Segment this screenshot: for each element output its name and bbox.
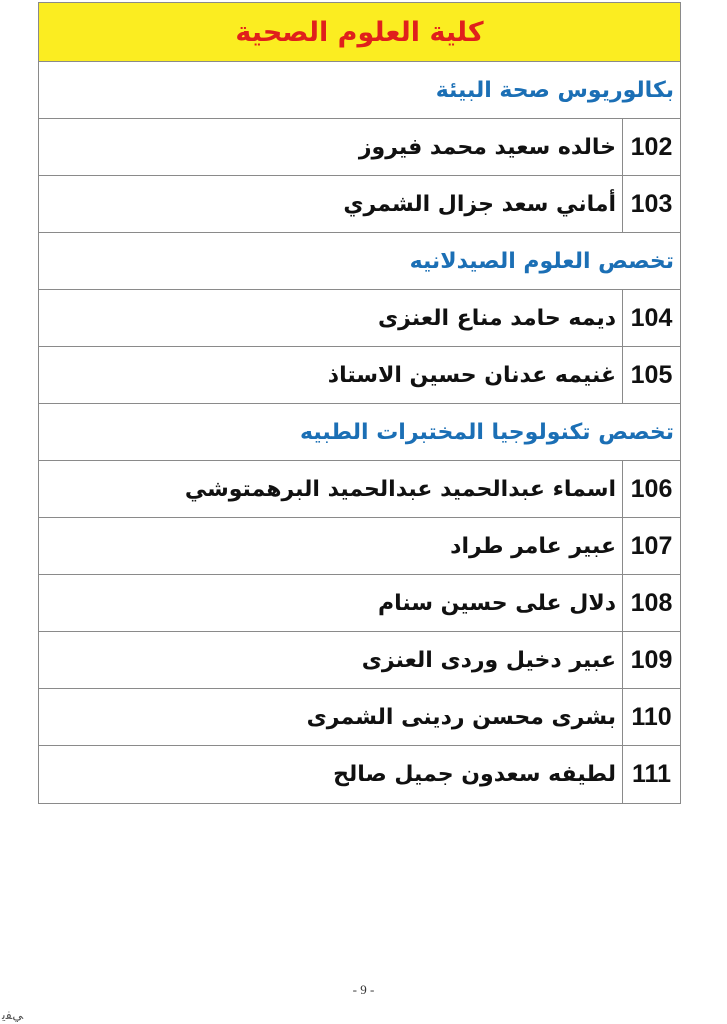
entry-name-cell: [39, 119, 622, 175]
entry-number: 103: [630, 189, 673, 218]
college-title: كلية العلوم الصحية: [235, 16, 484, 48]
entry-number: 107: [630, 531, 673, 560]
entry-name-cell: [39, 689, 622, 745]
entry-name: خالده سعيد محمد فيروز: [358, 134, 616, 160]
entry-number: 110: [631, 702, 672, 731]
honor-list-table: [38, 2, 681, 804]
table-row: [39, 518, 680, 575]
entry-name: غنيمه عدنان حسين الاستاذ: [327, 362, 616, 388]
entry-number-cell: [622, 632, 680, 688]
entry-name-cell: [39, 347, 622, 403]
table-row: [39, 119, 680, 176]
entry-number: 109: [630, 645, 673, 674]
entry-name-cell: [39, 461, 622, 517]
entry-number-cell: [622, 290, 680, 346]
entry-number-cell: [622, 119, 680, 175]
entry-name: عبير عامر طراد: [450, 533, 616, 559]
table-row: [39, 347, 680, 404]
table-row: [39, 575, 680, 632]
entry-number-cell: [622, 176, 680, 232]
entry-number: 106: [630, 474, 673, 503]
entry-name-cell: [39, 290, 622, 346]
corner-mark: ﻲﻔﻳ: [2, 1008, 24, 1023]
entry-name: دلال على حسين سنام: [377, 590, 616, 616]
entry-number: 108: [630, 588, 673, 617]
entry-number-cell: [622, 575, 680, 631]
section-title: تخصص تكنولوجيا المختبرات الطبيه: [300, 419, 674, 445]
entry-name-cell: [39, 746, 622, 803]
table-row: [39, 176, 680, 233]
entry-name: أماني سعد جزال الشمري: [343, 191, 616, 217]
entry-number-cell: [622, 461, 680, 517]
entry-number: 104: [630, 303, 673, 332]
entry-name: اسماء عبدالحميد عبدالحميد البرهمتوشي: [184, 476, 616, 502]
entry-number: 105: [630, 360, 673, 389]
entry-number-cell: [622, 746, 680, 803]
entry-name-cell: [39, 575, 622, 631]
section-row: [39, 62, 680, 119]
section-row: [39, 233, 680, 290]
table-row: [39, 632, 680, 689]
college-title-row: [39, 3, 680, 62]
table-row: [39, 689, 680, 746]
entry-number: 102: [630, 132, 673, 161]
section-title: بكالوريوس صحة البيئة: [435, 77, 674, 103]
entry-name-cell: [39, 632, 622, 688]
entry-number: 111: [632, 760, 671, 788]
entry-name-cell: [39, 518, 622, 574]
page-number: - 9 -: [352, 982, 375, 997]
entry-name: بشرى محسن ردينى الشمرى: [306, 704, 616, 730]
section-row: [39, 404, 680, 461]
table-row: [39, 290, 680, 347]
entry-number-cell: [622, 347, 680, 403]
section-title: تخصص العلوم الصيدلانيه: [409, 248, 674, 274]
entry-name-cell: [39, 176, 622, 232]
entry-number-cell: [622, 689, 680, 745]
table-row: [39, 746, 680, 803]
entry-number-cell: [622, 518, 680, 574]
entry-name: ديمه حامد مناع العنزى: [377, 305, 616, 331]
entry-name: عبير دخيل وردى العنزى: [361, 647, 616, 673]
table-row: [39, 461, 680, 518]
entry-name: لطيفه سعدون جميل صالح: [333, 762, 616, 787]
